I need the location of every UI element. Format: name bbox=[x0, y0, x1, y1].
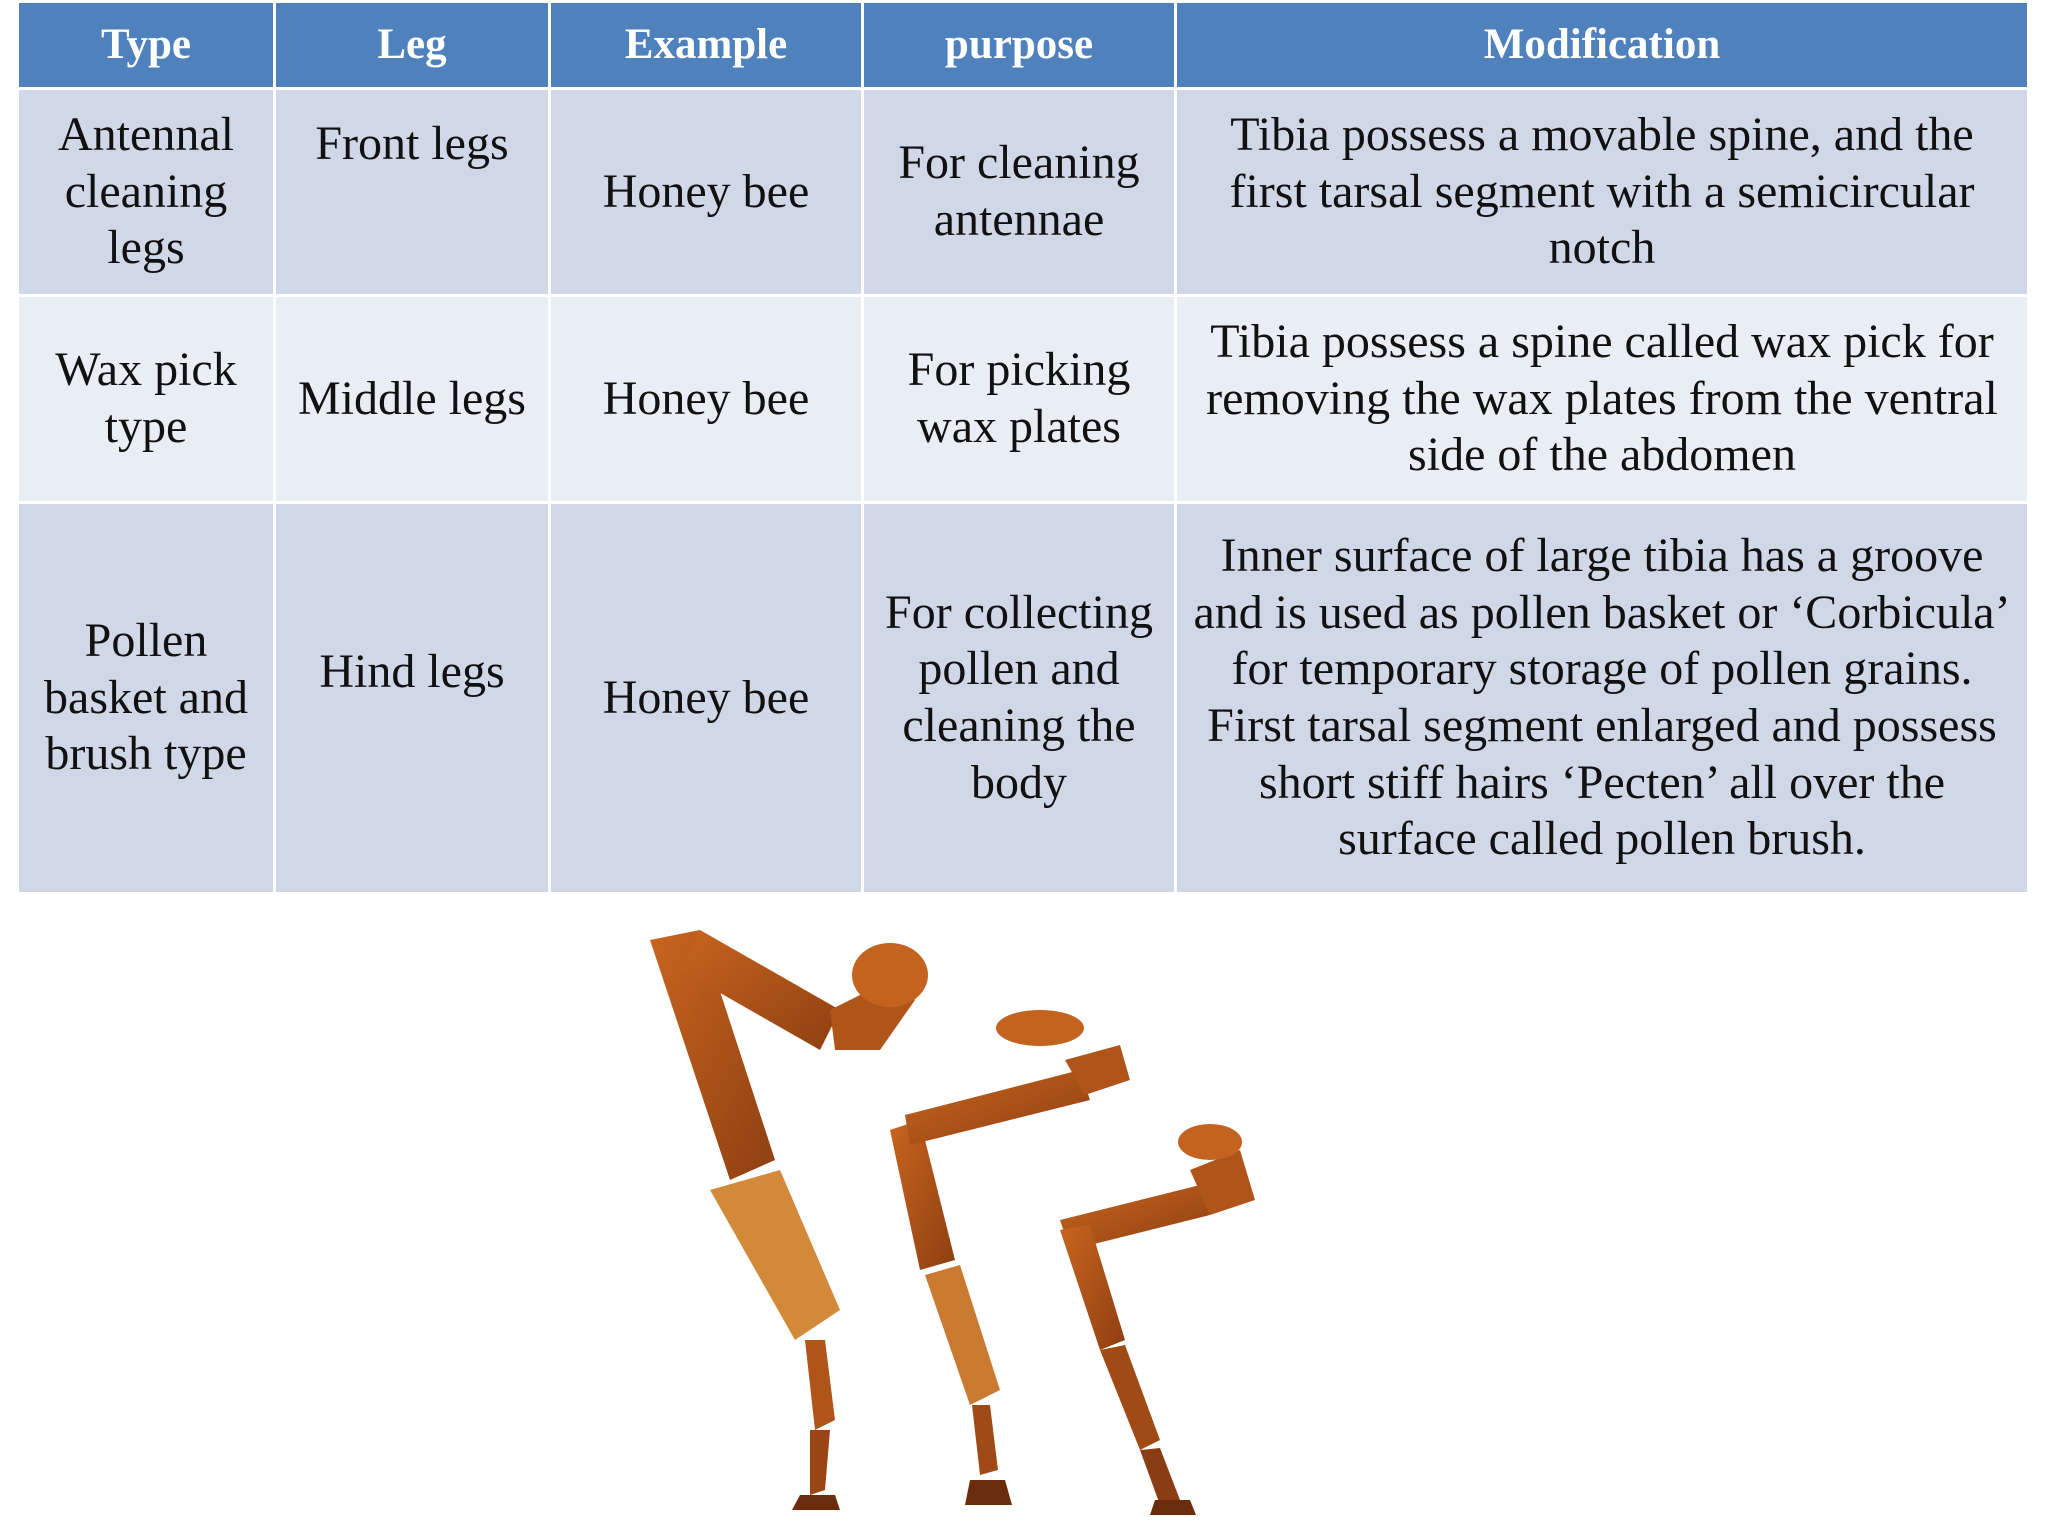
bee-legs-illustration bbox=[560, 900, 1380, 1520]
header-purpose: purpose bbox=[864, 3, 1174, 87]
cell-modification: Tibia possess a movable spine, and the first tarsal segment with a semicircular notch bbox=[1177, 90, 2027, 294]
cell-example: Honey bee bbox=[551, 297, 861, 501]
header-example: Example bbox=[551, 3, 861, 87]
cell-purpose: For picking wax plates bbox=[864, 297, 1174, 501]
cell-example: Honey bee bbox=[551, 90, 861, 294]
cell-leg: Front legs bbox=[276, 90, 548, 294]
cell-modification: Inner surface of large tibia has a groove and is used as pollen basket or ‘Corbicula’ for temporary storage of pollen grains. First tarsal segment enlarged and possess short stiff hairs ‘Pecten’ all over the surface called pollen brush. bbox=[1177, 504, 2027, 892]
cell-leg: Hind legs bbox=[276, 504, 548, 892]
cell-type: Wax pick type bbox=[19, 297, 273, 501]
cell-purpose: For cleaning antennae bbox=[864, 90, 1174, 294]
bee-legs-table bbox=[16, 0, 2030, 895]
cell-purpose: For collecting pollen and cleaning the body bbox=[864, 504, 1174, 892]
header-type: Type bbox=[19, 3, 273, 87]
table-header-row bbox=[19, 3, 2027, 87]
header-leg: Leg bbox=[276, 3, 548, 87]
header-modification: Modification bbox=[1177, 3, 2027, 87]
cell-type: Pollen basket and brush type bbox=[19, 504, 273, 892]
table-row bbox=[19, 297, 2027, 501]
front-leg-image bbox=[1060, 1124, 1255, 1515]
table-row bbox=[19, 504, 2027, 892]
cell-example: Honey bee bbox=[551, 504, 861, 892]
table-row bbox=[19, 90, 2027, 294]
hind-leg-image bbox=[650, 930, 928, 1510]
cell-modification: Tibia possess a spine called wax pick for removing the wax plates from the ventral side of the abdomen bbox=[1177, 297, 2027, 501]
cell-type: Antennal cleaning legs bbox=[19, 90, 273, 294]
cell-leg: Middle legs bbox=[276, 297, 548, 501]
